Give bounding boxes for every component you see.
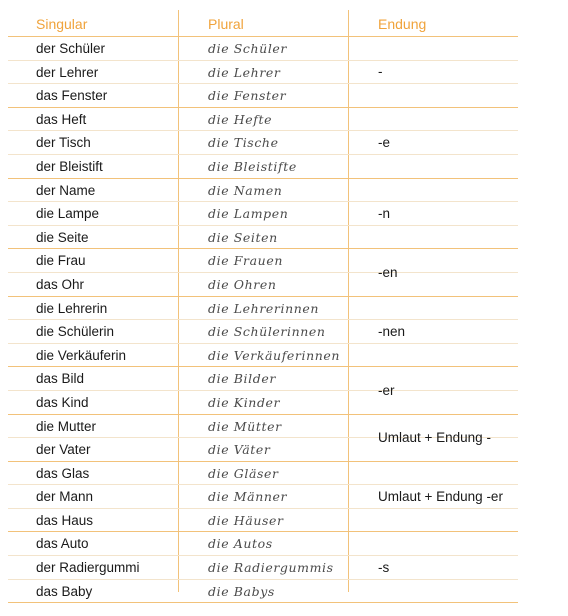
header-singular: Singular (36, 16, 88, 32)
singular-cell: die Seite (36, 229, 89, 245)
ending-cell: -e (378, 135, 391, 151)
plural-cell: die Babys (208, 583, 275, 599)
plural-cell: die Lehrerinnen (208, 300, 320, 316)
plural-cell: die Väter (208, 442, 271, 458)
ending-group (8, 415, 518, 462)
table-row (8, 60, 518, 84)
table-header (8, 10, 518, 37)
table-row (8, 225, 518, 249)
singular-cell: das Heft (36, 111, 87, 127)
ending-cell: - (378, 64, 383, 80)
plural-cell: die Lehrer (208, 64, 281, 80)
plural-cell: die Hefte (208, 111, 273, 127)
plural-cell: die Männer (208, 489, 288, 505)
plural-cell: die Bilder (208, 371, 276, 387)
ending-group (8, 367, 518, 414)
ending-group (8, 297, 518, 368)
plural-cell: die Mütter (208, 418, 282, 434)
table-row (8, 343, 518, 367)
table-row (8, 249, 518, 272)
ending-group (8, 249, 518, 296)
plural-cell: die Ohren (208, 276, 277, 292)
singular-cell: das Fenster (36, 88, 108, 104)
plural-cell: die Namen (208, 182, 283, 198)
ending-group (8, 532, 518, 603)
plural-cell: die Kinder (208, 394, 281, 410)
ending-cell: -er (378, 382, 395, 398)
singular-cell: der Schüler (36, 41, 106, 56)
table-row (8, 579, 518, 603)
ending-cell: -n (378, 205, 391, 221)
table-row (8, 555, 518, 579)
plural-cell: die Gläser (208, 465, 279, 481)
plural-table (8, 10, 518, 603)
singular-cell: der Vater (36, 442, 91, 458)
singular-cell: das Ohr (36, 276, 85, 292)
plural-cell: die Autos (208, 536, 273, 552)
header-plural: Plural (208, 16, 244, 32)
plural-cell: die Radiergummis (208, 560, 334, 576)
table-row (8, 319, 518, 343)
plural-cell: die Häuser (208, 512, 284, 528)
table-row (8, 201, 518, 225)
singular-cell: die Frau (36, 253, 86, 269)
singular-cell: das Bild (36, 371, 85, 387)
header-ending: Endung (378, 16, 427, 32)
singular-cell: das Baby (36, 583, 93, 599)
ending-group (8, 37, 518, 108)
table-row (8, 390, 518, 414)
singular-cell: der Mann (36, 489, 94, 505)
ending-cell: Umlaut + Endung - (378, 430, 491, 446)
plural-cell: die Fenster (208, 88, 287, 104)
singular-cell: die Mutter (36, 418, 97, 434)
ending-cell: -nen (378, 323, 406, 339)
table-row (8, 297, 518, 320)
table-row (8, 532, 518, 555)
ending-cell: -s (378, 559, 390, 575)
ending-group (8, 462, 518, 533)
table-row (8, 83, 518, 107)
singular-cell: die Lehrerin (36, 300, 108, 316)
table-row (8, 130, 518, 154)
singular-cell: das Auto (36, 536, 89, 552)
singular-cell: der Radiergummi (36, 560, 140, 576)
singular-cell: das Glas (36, 465, 90, 481)
plural-cell: die Tische (208, 135, 279, 151)
ending-group (8, 108, 518, 179)
table-row (8, 272, 518, 296)
ending-group (8, 179, 518, 250)
singular-cell: die Schülerin (36, 324, 115, 340)
plural-cell: die Verkäuferinnen (208, 347, 341, 363)
ending-cell: Umlaut + Endung -er (378, 489, 503, 505)
plural-cell: die Schüler (208, 41, 288, 56)
table-row (8, 179, 518, 202)
table-row (8, 37, 518, 60)
singular-cell: das Haus (36, 512, 94, 528)
plural-cell: die Frauen (208, 253, 283, 269)
plural-cell: die Schülerinnen (208, 324, 326, 340)
plural-cell: die Seiten (208, 229, 278, 245)
singular-cell: der Name (36, 182, 96, 198)
plural-cell: die Lampen (208, 206, 289, 222)
table-row (8, 367, 518, 390)
ending-cell: -en (378, 264, 398, 280)
table-row (8, 108, 518, 131)
singular-cell: die Lampe (36, 206, 100, 222)
singular-cell: der Lehrer (36, 64, 99, 80)
table-row (8, 154, 518, 178)
singular-cell: der Bleistift (36, 158, 103, 174)
plural-cell: die Bleistifte (208, 158, 297, 174)
singular-cell: der Tisch (36, 135, 91, 151)
singular-cell: die Verkäuferin (36, 347, 127, 363)
table-body (8, 37, 518, 603)
singular-cell: das Kind (36, 394, 89, 410)
